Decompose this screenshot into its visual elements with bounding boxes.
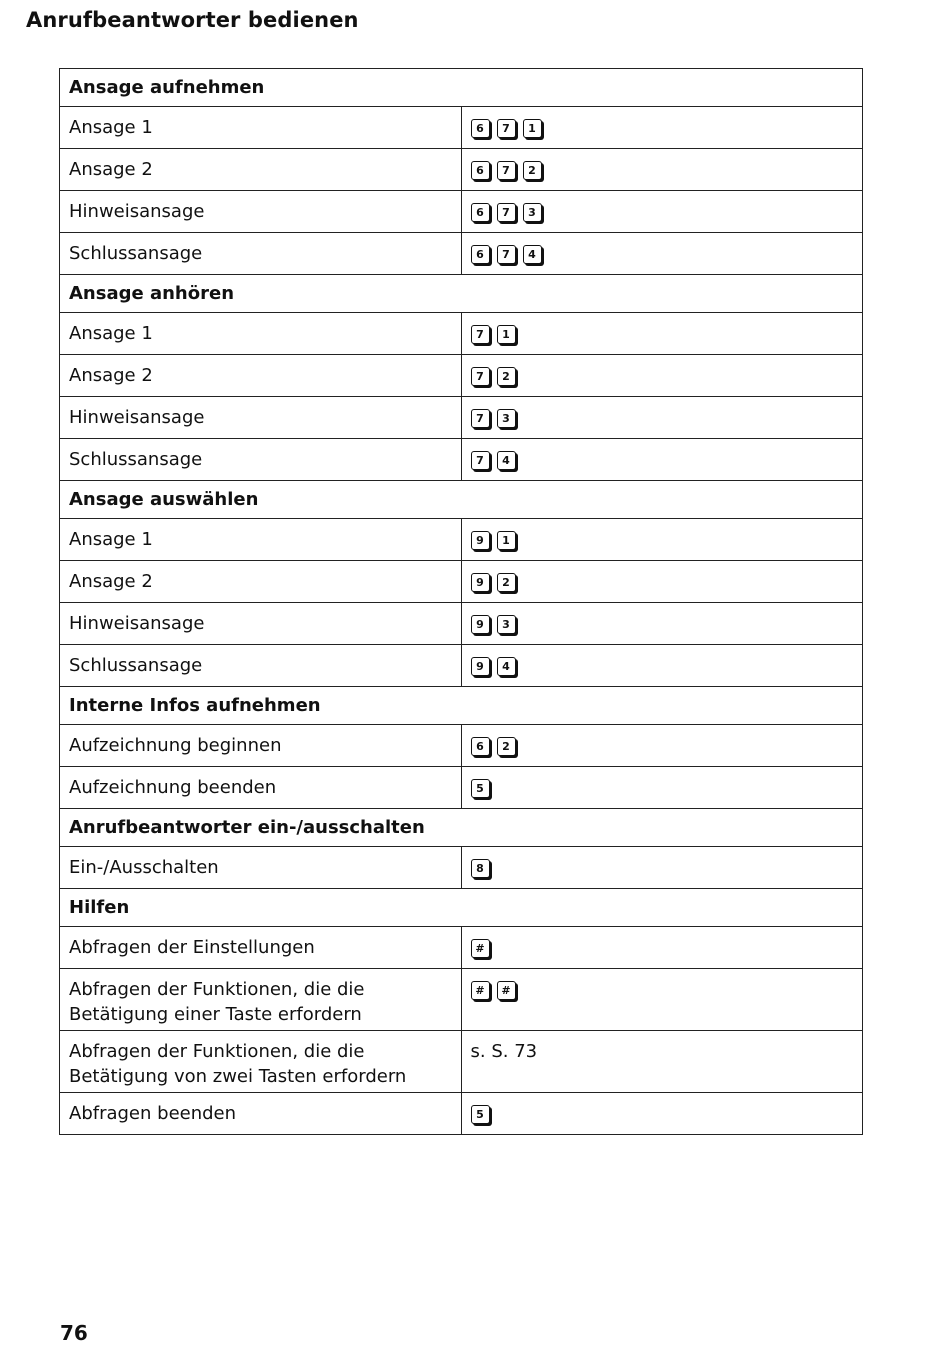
digit-key-icon: 9 <box>471 657 490 676</box>
function-label: Ansage 2 <box>60 561 462 603</box>
digit-key-icon: 8 <box>471 859 490 878</box>
digit-key-icon: 6 <box>471 737 490 756</box>
function-label: Hinweisansage <box>60 191 462 233</box>
function-label: Schlussansage <box>60 233 462 275</box>
digit-key-icon: 3 <box>523 203 542 222</box>
key-sequence <box>471 733 854 756</box>
function-label: Abfragen beenden <box>60 1093 462 1135</box>
table-row <box>60 645 863 687</box>
key-sequence <box>471 241 854 264</box>
digit-key-icon: 6 <box>471 119 490 138</box>
table-row <box>60 149 863 191</box>
function-label: Hinweisansage <box>60 397 462 439</box>
section-header-row <box>60 889 863 927</box>
digit-key-icon: 1 <box>523 119 542 138</box>
digit-key-icon: 5 <box>471 1105 490 1124</box>
section-header-row <box>60 481 863 519</box>
key-sequence-cell <box>461 233 863 275</box>
table-row <box>60 1031 863 1093</box>
key-sequence-cell <box>461 519 863 561</box>
digit-key-icon: 7 <box>471 367 490 386</box>
table-row <box>60 969 863 1031</box>
key-sequence <box>471 935 854 958</box>
digit-key-icon: 2 <box>497 367 516 386</box>
function-label: Ansage 1 <box>60 519 462 561</box>
section-header-row <box>60 69 863 107</box>
command-table-body <box>60 69 863 1135</box>
section-heading: Interne Infos aufnehmen <box>60 687 863 725</box>
key-sequence-cell <box>461 561 863 603</box>
digit-key-icon: 9 <box>471 573 490 592</box>
digit-key-icon: 4 <box>497 657 516 676</box>
key-sequence <box>471 977 854 1000</box>
key-sequence-cell <box>461 603 863 645</box>
key-sequence <box>471 199 854 222</box>
key-sequence <box>471 405 854 428</box>
key-sequence <box>471 569 854 592</box>
table-row <box>60 927 863 969</box>
key-sequence-cell <box>461 191 863 233</box>
function-label: Ansage 1 <box>60 107 462 149</box>
key-sequence <box>471 611 854 634</box>
key-sequence <box>471 115 854 138</box>
table-row <box>60 847 863 889</box>
section-header-row <box>60 275 863 313</box>
function-label: Hinweisansage <box>60 603 462 645</box>
function-label: Abfragen der Funktionen, die die Betätigung von zwei Tasten erfordern <box>60 1031 462 1093</box>
section-heading: Anrufbeantworter ein-/ausschalten <box>60 809 863 847</box>
function-label: Aufzeichnung beginnen <box>60 725 462 767</box>
key-sequence-cell <box>461 847 863 889</box>
command-table <box>59 68 863 1135</box>
table-row <box>60 519 863 561</box>
function-label: Aufzeichnung beenden <box>60 767 462 809</box>
digit-key-icon: 9 <box>471 531 490 550</box>
key-sequence-cell <box>461 107 863 149</box>
digit-key-icon: 6 <box>471 203 490 222</box>
digit-key-icon: 6 <box>471 245 490 264</box>
key-sequence-cell <box>461 645 863 687</box>
table-row <box>60 397 863 439</box>
key-sequence <box>471 157 854 180</box>
key-sequence <box>471 363 854 386</box>
digit-key-icon: 6 <box>471 161 490 180</box>
digit-key-icon: 2 <box>497 737 516 756</box>
section-heading: Ansage auswählen <box>60 481 863 519</box>
section-heading: Ansage anhören <box>60 275 863 313</box>
section-heading: Ansage aufnehmen <box>60 69 863 107</box>
section-header-row <box>60 809 863 847</box>
digit-key-icon: 1 <box>497 325 516 344</box>
section-heading: Hilfen <box>60 889 863 927</box>
digit-key-icon: 2 <box>523 161 542 180</box>
key-sequence <box>471 321 854 344</box>
hash-key-icon: # <box>471 939 490 958</box>
digit-key-icon: 3 <box>497 409 516 428</box>
function-label: Ansage 2 <box>60 355 462 397</box>
key-sequence <box>471 447 854 470</box>
digit-key-icon: 7 <box>471 409 490 428</box>
hash-key-icon: # <box>471 981 490 1000</box>
table-row <box>60 313 863 355</box>
table-row <box>60 1093 863 1135</box>
table-row <box>60 439 863 481</box>
key-sequence <box>471 527 854 550</box>
table-row <box>60 355 863 397</box>
key-sequence-cell <box>461 149 863 191</box>
digit-key-icon: 7 <box>497 203 516 222</box>
digit-key-icon: 4 <box>523 245 542 264</box>
digit-key-icon: 4 <box>497 451 516 470</box>
digit-key-icon: 1 <box>497 531 516 550</box>
key-sequence-cell <box>461 397 863 439</box>
digit-key-icon: 7 <box>471 451 490 470</box>
key-sequence-cell <box>461 969 863 1031</box>
key-sequence-cell <box>461 1093 863 1135</box>
table-row <box>60 107 863 149</box>
function-label: Ein-/Ausschalten <box>60 847 462 889</box>
digit-key-icon: 2 <box>497 573 516 592</box>
digit-key-icon: 3 <box>497 615 516 634</box>
page-number: 76 <box>60 1321 88 1345</box>
digit-key-icon: 7 <box>497 119 516 138</box>
key-sequence-cell <box>461 355 863 397</box>
key-sequence-cell <box>461 927 863 969</box>
key-sequence <box>471 855 854 878</box>
digit-key-icon: 5 <box>471 779 490 798</box>
table-row <box>60 725 863 767</box>
key-sequence-cell <box>461 1031 863 1093</box>
function-label: Ansage 2 <box>60 149 462 191</box>
function-label: Abfragen der Funktionen, die die Betätigung einer Taste erfordern <box>60 969 462 1031</box>
table-row <box>60 767 863 809</box>
function-label: Schlussansage <box>60 439 462 481</box>
key-sequence-cell <box>461 313 863 355</box>
digit-key-icon: 9 <box>471 615 490 634</box>
table-row <box>60 603 863 645</box>
digit-key-icon: 7 <box>471 325 490 344</box>
key-sequence-cell <box>461 439 863 481</box>
table-row <box>60 191 863 233</box>
function-label: Abfragen der Einstellungen <box>60 927 462 969</box>
hash-key-icon: # <box>497 981 516 1000</box>
section-header-row <box>60 687 863 725</box>
key-sequence <box>471 653 854 676</box>
table-row <box>60 233 863 275</box>
digit-key-icon: 7 <box>497 245 516 264</box>
key-sequence-cell <box>461 725 863 767</box>
key-sequence-cell <box>461 767 863 809</box>
digit-key-icon: 7 <box>497 161 516 180</box>
page-title: Anrufbeantworter bedienen <box>26 8 359 32</box>
function-label: Ansage 1 <box>60 313 462 355</box>
key-sequence <box>471 775 854 798</box>
page-reference: s. S. 73 <box>470 1041 538 1062</box>
table-row <box>60 561 863 603</box>
key-sequence <box>471 1101 854 1124</box>
function-label: Schlussansage <box>60 645 462 687</box>
